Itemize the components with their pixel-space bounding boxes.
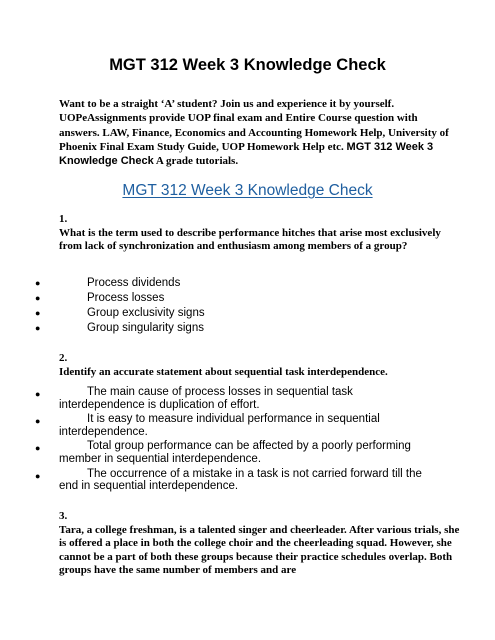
bullet-icon: ● (35, 308, 41, 318)
intro-paragraph (59, 97, 459, 168)
intro-course-name: MGT 312 Week 3 Knowledge Check (59, 140, 434, 168)
option-text: Total group performance can be affected by a poorly performing member in sequential interdependence. (59, 440, 411, 465)
question-1 (59, 213, 464, 254)
question-number: 1. (59, 213, 68, 225)
option-text: Process dividends (87, 277, 181, 289)
question-number: 2. (59, 352, 68, 364)
option-text: Group singularity signs (87, 322, 204, 334)
bullet-icon: ● (35, 416, 41, 427)
bullet-icon: ● (35, 278, 41, 288)
bullet-icon: ● (35, 443, 41, 454)
bullet-icon: ● (35, 323, 41, 333)
page-title: MGT 312 Week 3 Knowledge Check (109, 56, 386, 74)
intro-text: Want to be a straight ‘A’ student? Join us and experience it by yourself. UOPeAssignments provide UOP final exam and Entire Course question with answers. LAW, Finance, Economics and Accounting Homework Help, University of Phoenix Final Exam Study Guide, UOP Homework Help etc. (59, 98, 449, 153)
question-1-options (0, 276, 495, 336)
list-item (0, 321, 495, 336)
section-heading-text[interactable]: MGT 312 Week 3 Knowledge Check (122, 182, 373, 199)
option-text: Process losses (87, 292, 165, 304)
option-text: It is easy to measure individual performance in sequential interdependence. (59, 413, 380, 438)
bullet-icon: ● (35, 293, 41, 303)
option-text: Group exclusivity signs (87, 307, 205, 319)
list-item (0, 413, 439, 438)
intro-tail-text: A grade tutorials. (153, 155, 239, 168)
question-text: Tara, a college freshman, is a talented singer and cheerleader. After various trials, she is offered a place in both the college choir and the cheerleading squad. However, she cannot be a part of both these groups because their practice schedules overlap. Both groups have the same number of members and are (59, 523, 460, 577)
option-text: The occurrence of a mistake in a task is not carried forward till the end in sequential interdependence. (59, 467, 422, 493)
option-text: The main cause of process losses in sequential task interdependence is duplication of effort. (59, 386, 353, 411)
question-number: 3. (59, 510, 68, 522)
list-item (0, 291, 495, 306)
section-heading-link[interactable] (0, 182, 495, 200)
question-3 (59, 510, 464, 578)
list-item (0, 440, 439, 465)
bullet-icon: ● (35, 389, 41, 399)
list-item (0, 386, 439, 411)
question-text: Identify an accurate statement about sequential task interdependence. (59, 365, 388, 378)
list-item (0, 306, 495, 321)
list-item (0, 276, 495, 291)
question-2-options (0, 386, 495, 495)
list-item (0, 468, 439, 493)
bullet-icon: ● (35, 470, 41, 481)
question-2 (59, 352, 464, 379)
question-text: What is the term used to describe performance hitches that arise most exclusively from lack of synchronization and enthusiasm among members of a group? (59, 226, 441, 253)
